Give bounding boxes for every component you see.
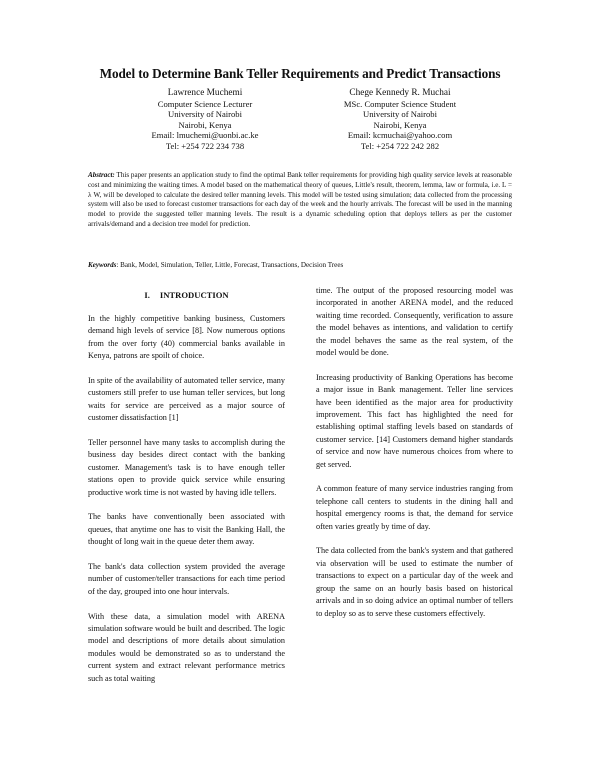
paragraph: Increasing productivity of Banking Operations has become a major issue in Bank management. Teller line services have been identified as the major area for productivity improvement. This fact has highlighted the need for establishing optimal staffing levels based on standards of customer service. [14] Customers demand higher standards of service and now have numerous choices from where to get served. <box>316 372 513 469</box>
keywords <box>88 261 512 270</box>
right-column <box>316 285 513 632</box>
paragraph: Teller personnel have many tasks to accomplish during the business day besides direct contact with the banking customer. Management's task is to have enough teller stations open to provide quick service while ensuring productive work time is not wasted by having idle tellers. <box>88 438 285 497</box>
author-role: MSc. Computer Science Student <box>343 98 457 109</box>
keywords-text: : Bank, Model, Simulation, Teller, Little, Forecast, Transactions, Decision Trees <box>116 261 344 269</box>
section-title: INTRODUCTION <box>159 290 229 300</box>
author-tel: Tel: +254 722 242 282 <box>360 140 440 151</box>
author-location: Nairobi, Kenya <box>373 119 427 130</box>
author-block-1 <box>95 88 315 152</box>
author-email: Email: kcmuchai@yahoo.com <box>347 130 453 141</box>
author-institution: University of Nairobi <box>363 109 437 120</box>
left-column <box>88 285 285 698</box>
author-block-2 <box>290 88 510 152</box>
author-name: Lawrence Muchemi <box>167 88 243 98</box>
keywords-label: Keywords <box>88 261 117 269</box>
abstract-label: Abstract: <box>88 171 115 179</box>
paragraph: time. The output of the proposed resourcing model was incorporated in another ARENA model, and the reduced waiting time recorded. Consequently, verification to assure the model behaves as intentions, and validation to certify the model behaves the same as the real system, of the model would be done. <box>316 286 513 358</box>
paragraph: The data collected from the bank's system and that gathered via observation will be used to estimate the number of transactions to expect on a particular day of the week and group the same on an hourly basis based on historical arrivals and in so doing advice an optimal number of tellers to deploy so as to serve these customers effectively. <box>316 546 513 618</box>
section-heading <box>88 290 285 301</box>
paragraph: The bank's data collection system provided the average number of customer/teller transactions for each time period of the day, grouped into one hour intervals. <box>88 562 285 596</box>
section-number: I. <box>144 290 150 300</box>
paragraph: In spite of the availability of automated teller service, many customers still prefer to use human teller services, but long waits for service are perceived as a major source of customer dissatisfaction [1] <box>88 376 285 423</box>
paper-title: Model to Determine Bank Teller Requirements and Predict Transactions <box>99 66 501 81</box>
author-email: Email: lmuchemi@uonbi.ac.ke <box>151 130 259 141</box>
abstract-text: This paper presents an application study to find the optimal Bank teller requirements for providing high quality service levels at reasonable cost and minimizing the waiting times. A model based on the mathematical theory of queues, Little's result, theorem, lemma, law or formula, i.e. L = λ W, will be developed to calculate the desired teller manning levels. This model will be tested using simulation; data collected from the processing system will also be used to forecast customer transactions for each day of the week and the hourly arrivals. The forecast will be used in the manning model to provide the suggested teller manning levels. The result is a dynamic scheduling option that deploys tellers as per the customer arrivals/demand and a decision tree model for prediction. <box>88 171 512 228</box>
author-location: Nairobi, Kenya <box>178 119 232 130</box>
paragraph: In the highly competitive banking business, Customers demand high levels of service [8]. Now numerous options from the over forty (40) commercial banks available in Kenya, patrons are spoilt of choice. <box>88 314 285 361</box>
paragraph: A common feature of many service industries ranging from telephone call centers to students in the dining hall and hospital emergency rooms is that, the demand for service often varies greatly by time of day. <box>316 484 513 531</box>
paragraph: The banks have conventionally been associated with queues, that anytime one has to visit the Banking Hall, the thought of long wait in the queue deter them away. <box>88 512 285 547</box>
author-role: Computer Science Lecturer <box>157 98 253 109</box>
author-name: Chege Kennedy R. Muchai <box>349 88 451 98</box>
author-tel: Tel: +254 722 234 738 <box>165 140 245 151</box>
author-institution: University of Nairobi <box>168 109 242 120</box>
abstract <box>88 171 512 230</box>
paragraph: With these data, a simulation model with ARENA simulation software would be built and described. The logic model and descriptions of more details about simulation modules would be demonstrated so as to understand the current system and extract relevant performance metrics such as total waiting <box>88 611 285 683</box>
